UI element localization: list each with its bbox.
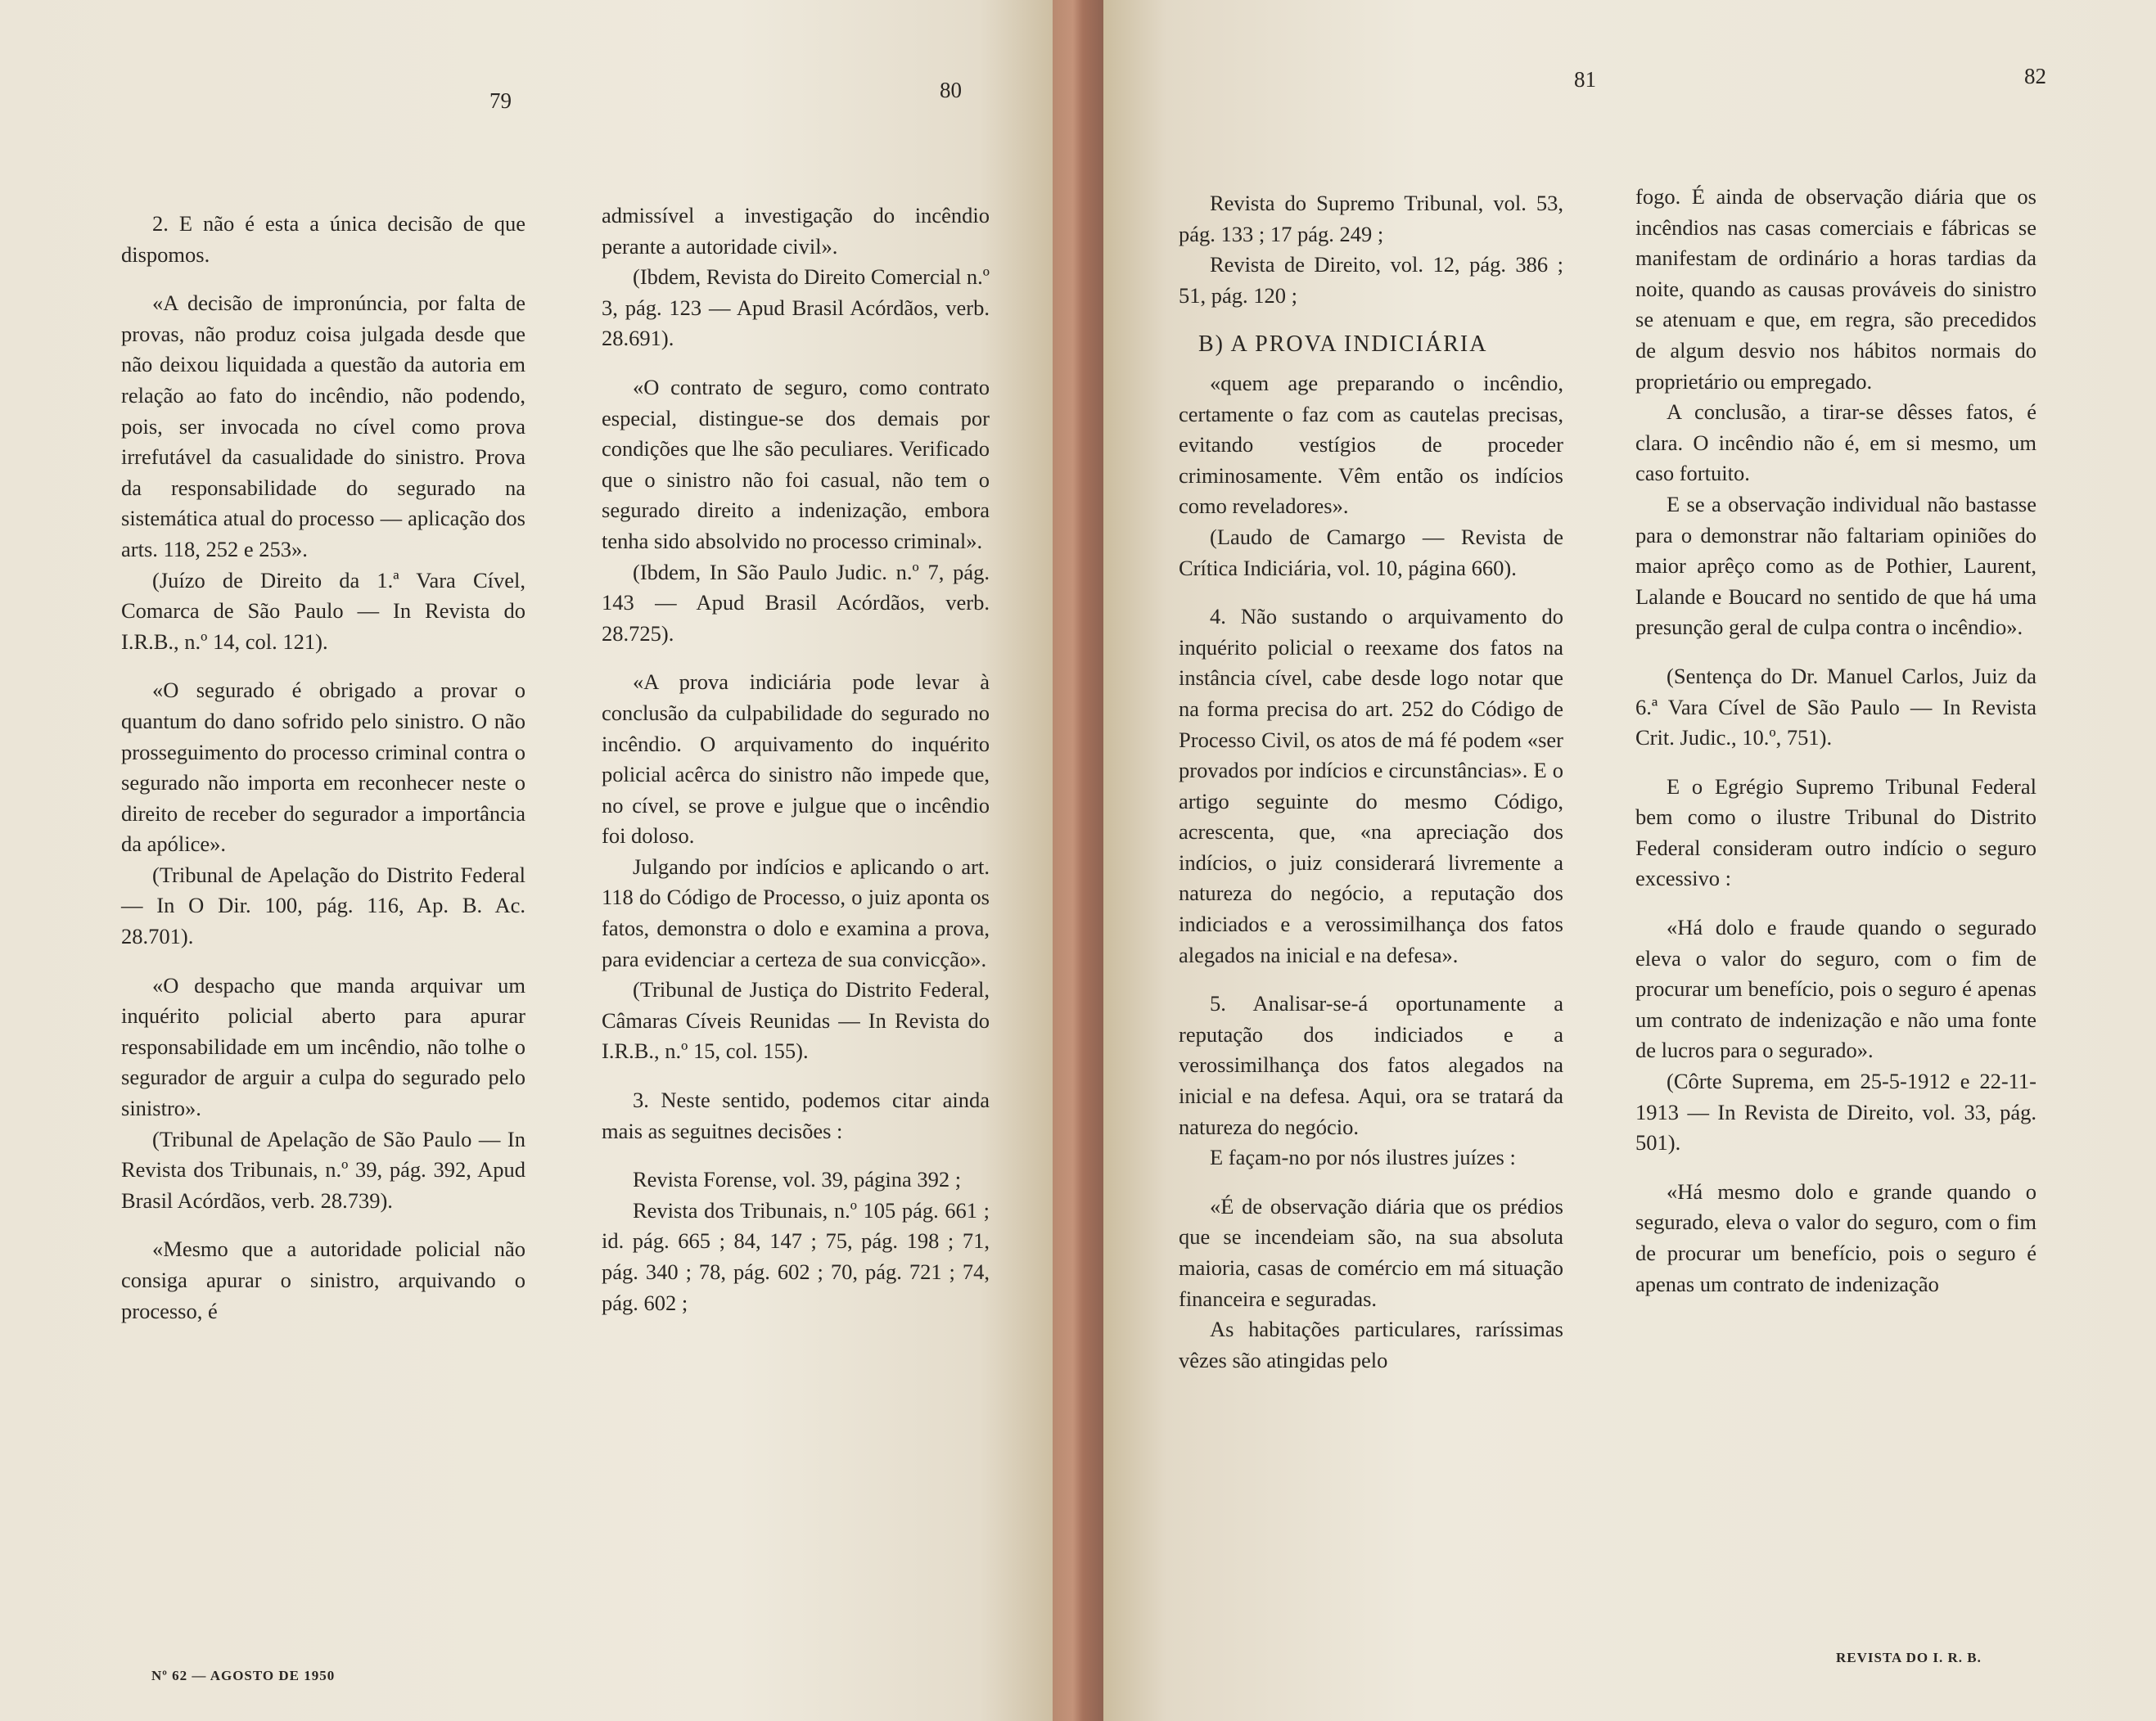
paragraph: fogo. É ainda de observação diária que os incêndios nas casas comerciais e fábricas se manifestam de ordinário a horas tardias da noite, quando as causas prováveis do sinistro se atenuam e que, em regra, são precedidos de algum desvio nos hábitos normais do proprietário ou empregado. bbox=[1635, 184, 2036, 394]
paragraph: Julgando por indícios e aplicando o art. 118 do Código de Processo, o juiz aponta os fatos, demonstra o dolo e examina a prova, para evidenciar a certeza de sua convicção». bbox=[602, 854, 990, 971]
quote-paragraph: «O contrato de seguro, como contrato especial, distingue-se dos demais por condições que lhe são peculiares. Verificado que o sinistro não foi casual, não tem o segurado direito a indenização, embora tenha sido absolvido no processo criminal». bbox=[602, 374, 990, 553]
reference-item: Revista do Supremo Tribunal, vol. 53, pág. 133 ; 17 pág. 249 ; bbox=[1179, 191, 1563, 246]
reference-item: Revista dos Tribunais, n.º 105 pág. 661 ; id. pág. 665 ; 84, 147 ; 75, pág. 198 ; 71, pág. 340 ; 78, pág. 602 ; 70, pág. 721 ; 74, pág. 602 ; bbox=[602, 1197, 990, 1315]
quote-paragraph: «A prova indiciária pode levar à conclusão da culpabilidade do segurado no incêndio. O arquivamento do inquérito policial acêrca do sinistro não impede que, no cível, se prove e julgue que o incêndio foi doloso. bbox=[602, 669, 990, 849]
paragraph: admissível a investigação do incêndio perante a autoridade civil». bbox=[602, 203, 990, 259]
right-page bbox=[1103, 0, 2156, 1721]
citation: (Laudo de Camargo — Revista de Crítica Indiciária, vol. 10, página 660). bbox=[1179, 524, 1563, 580]
page-number-80: 80 bbox=[940, 78, 962, 102]
citation: (Tribunal de Apelação de São Paulo — In Revista dos Tribunais, n.º 39, pág. 392, Apud Brasil Acórdãos, verb. 28.739). bbox=[121, 1126, 525, 1213]
paragraph: E façam-no por nós ilustres juízes : bbox=[1210, 1145, 1516, 1170]
citation: (Tribunal de Justiça do Distrito Federal, Câmaras Cíveis Reunidas — In Revista do I.R.B., n.º 15, col. 155). bbox=[602, 977, 990, 1064]
reference-item: Revista Forense, vol. 39, página 392 ; bbox=[633, 1167, 962, 1192]
citation: (Ibdem, In São Paulo Judic. n.º 7, pág. 143 — Apud Brasil Acórdãos, verb. 28.725). bbox=[602, 559, 990, 646]
paragraph: E o Egrégio Supremo Tribunal Federal bem como o ilustre Tribunal do Distrito Federal consideram outro indício o seguro excessivo : bbox=[1635, 773, 2036, 891]
column-page-80 bbox=[602, 200, 990, 1318]
book-gutter bbox=[1053, 0, 1103, 1721]
quote-paragraph: «Há mesmo dolo e grande quando o segurado, eleva o valor do seguro, com o fim de procurar um benefício, pois o seguro é apenas um contrato de indenização bbox=[1635, 1178, 2036, 1296]
quote-paragraph: «quem age preparando o incêndio, certamente o faz com as cautelas precisas, evitando vestígios de proceder criminosamente. Vêm então os indícios como reveladores». bbox=[1179, 370, 1563, 519]
citation: (Côrte Suprema, em 25-5-1912 e 22-11-1913 — In Revista de Direito, vol. 33, pág. 501). bbox=[1635, 1069, 2036, 1156]
quote-paragraph: As habitações particulares, raríssimas vêzes são atingidas pelo bbox=[1179, 1317, 1563, 1372]
column-page-82 bbox=[1635, 182, 2036, 1300]
paragraph: E se a observação individual não bastasse para o demonstrar não faltariam opiniões do maior aprêço como as de Pothier, Laurent, Lalande e Boucard no sentido de que há uma presunção geral de culpa contra o incêndio». bbox=[1635, 491, 2036, 640]
citation: (Ibdem, Revista do Direito Comercial n.º 3, pág. 123 — Apud Brasil Acórdãos, verb. 28.691). bbox=[602, 264, 990, 351]
section-heading: B) A PROVA INDICIÁRIA bbox=[1198, 331, 1488, 358]
column-page-79 bbox=[121, 209, 525, 1327]
column-page-81 bbox=[1179, 188, 1563, 1376]
citation: (Juízo de Direito da 1.ª Vara Cível, Comarca de São Paulo — In Revista do I.R.B., n.º 14, col. 121). bbox=[121, 567, 525, 654]
page-number-82: 82 bbox=[2024, 64, 2046, 88]
quote-paragraph: «É de observação diária que os prédios que se incendeiam são, na sua absoluta maioria, casas de comércio em má situação financeira e seguradas. bbox=[1179, 1193, 1563, 1311]
quote-paragraph: «A decisão de impronúncia, por falta de provas, não produz coisa julgada desde que não deixou liquidada a questão da autoria em relação ao fato do incêndio, não podendo, pois, ser invocada no cível como prova irrefutável da casualidade do sinistro. Prova da responsabilidade do segurado na sistemática atual do processo — aplicação dos arts. 118, 252 e 253». bbox=[121, 291, 525, 561]
footer-journal: REVISTA DO I. R. B. bbox=[1836, 1650, 1982, 1665]
reference-item: Revista de Direito, vol. 12, pág. 386 ; 51, pág. 120 ; bbox=[1179, 252, 1563, 308]
paragraph: A conclusão, a tirar-se dêsses fatos, é clara. O incêndio não é, em si mesmo, um caso fortuito. bbox=[1635, 399, 2036, 486]
quote-paragraph: «O despacho que manda arquivar um inquérito policial aberto para apurar responsabilidade em um incêndio, não tolhe o segurador de arguir a culpa do segurado pelo sinistro». bbox=[121, 972, 525, 1121]
paragraph: 4. Não sustando o arquivamento do inquérito policial o reexame dos fatos na instância cível, cabe desde logo notar que na forma precisa do art. 252 do Código de Processo Civil, os atos de má fé podem «ser provados por indícios e circunstâncias». E o artigo seguinte do mesmo Código, acrescenta, que, «na apreciação dos indícios, o juiz considerará livremente a natureza do negócio, a reputação dos indiciados e a verossimilhança dos fatos alegados na inicial e na defesa». bbox=[1179, 604, 1563, 967]
paragraph: 2. E não é esta a única decisão de que dispomos. bbox=[121, 211, 525, 267]
citation: (Tribunal de Apelação do Distrito Federal — In O Dir. 100, pág. 116, Ap. B. Ac. 28.701). bbox=[121, 862, 525, 949]
paragraph: 3. Neste sentido, podemos citar ainda mais as seguitnes decisões : bbox=[602, 1088, 990, 1143]
quote-paragraph: «Mesmo que a autoridade policial não consiga apurar o sinistro, arquivando o processo, é bbox=[121, 1237, 525, 1323]
paragraph: 5. Analisar-se-á oportunamente a reputação dos indiciados e a verossimilhança dos fatos alegados na inicial e na defesa. Aqui, ora se tratará da natureza do negócio. bbox=[1179, 991, 1563, 1139]
footer-issue: Nº 62 — AGOSTO DE 1950 bbox=[151, 1668, 336, 1683]
citation: (Sentença do Dr. Manuel Carlos, Juiz da 6.ª Vara Cível de São Paulo — In Revista Crit. Judic., 10.º, 751). bbox=[1635, 663, 2036, 750]
left-page bbox=[0, 0, 1053, 1721]
page-number-81: 81 bbox=[1574, 67, 1596, 92]
page-number-79: 79 bbox=[489, 88, 512, 113]
quote-paragraph: «Há dolo e fraude quando o segurado eleva o valor do seguro, com o fim de procurar um benefício, pois o seguro é apenas um contrato de indenização e não uma fonte de lucros para o segurado». bbox=[1635, 915, 2036, 1063]
quote-paragraph: «O segurado é obrigado a provar o quantum do dano sofrido pelo sinistro. O não prosseguimento do processo criminal contra o segurado não importa em reconhecer neste o direito de receber do segurador a importância da apólice». bbox=[121, 678, 525, 857]
